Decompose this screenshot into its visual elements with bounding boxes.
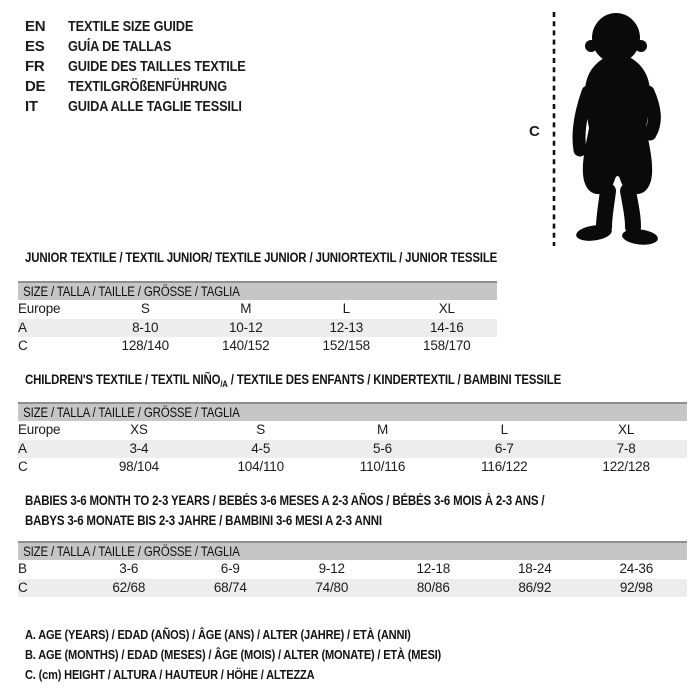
language-row-en: [25, 16, 277, 36]
age-cell: 6-9: [220, 561, 240, 576]
table-row-height-cm: [18, 337, 497, 356]
row-label: A: [18, 319, 95, 338]
age-cell: 6-7: [443, 440, 565, 459]
height-cell: 116/122: [481, 459, 528, 474]
size-header-cell: [18, 542, 687, 560]
language-row-it: [25, 96, 277, 116]
language-title: TEXTILGRÖßENFÜHRUNG: [68, 77, 227, 95]
language-code: DE: [25, 77, 46, 95]
size-cell: M: [240, 301, 252, 316]
height-cell: 122/128: [602, 459, 650, 474]
height-cell: 110/116: [359, 459, 406, 474]
height-cell: 86/92: [484, 579, 586, 598]
legend-footnotes: [25, 625, 515, 685]
height-cell: 128/140: [121, 338, 169, 353]
footnote-age-years: A. AGE (YEARS) / EDAD (AÑOS) / ÂGE (ANS) / ALTER (JAHRE) / ETÀ (ANNI): [25, 627, 411, 642]
language-row-de: [25, 76, 277, 96]
children-table-title: [25, 372, 561, 389]
row-label: B: [18, 561, 27, 576]
height-cell: 158/170: [423, 338, 471, 353]
children-size-table: [18, 402, 687, 477]
junior-table-title: [25, 250, 497, 265]
age-cell: 5-6: [322, 440, 444, 459]
table-row-europe: [18, 421, 687, 440]
age-cell: 12-13: [296, 319, 397, 338]
table-row-age-years: [18, 440, 687, 459]
size-cell: S: [140, 301, 150, 316]
size-header-text: SIZE / TALLA / TAILLE / GRÖSSE / TAGLIA: [23, 284, 240, 299]
height-cell: 140/152: [222, 338, 270, 353]
age-cell: 7-8: [565, 440, 687, 459]
junior-size-table: [18, 281, 497, 356]
height-cell: 152/158: [322, 338, 370, 353]
table-row-age-months: [18, 560, 687, 579]
age-cell: 3-6: [119, 561, 139, 576]
table-row-europe: [18, 300, 497, 319]
size-cell: L: [342, 301, 350, 316]
size-cell: XS: [130, 422, 148, 437]
row-label: Europe: [18, 301, 61, 316]
age-cell: 8-10: [95, 319, 196, 338]
height-cell: 104/110: [237, 459, 284, 474]
language-title: GUIDA ALLE TAGLIE TESSILI: [68, 97, 242, 115]
language-code: ES: [25, 37, 45, 55]
babies-table-title-line1-text: BABIES 3-6 MONTH TO 2-3 YEARS / BEBÉS 3-6 MESES A 2-3 AÑOS / BÉBÉS 3-6 MOIS À 2-3 ANS /: [25, 493, 545, 508]
age-cell: 4-5: [200, 440, 322, 459]
junior-table-title-text: JUNIOR TEXTILE / TEXTIL JUNIOR/ TEXTILE JUNIOR / JUNIORTEXTIL / JUNIOR TESSILE: [25, 250, 498, 265]
age-cell: 18-24: [517, 561, 552, 576]
row-label: C: [18, 338, 28, 353]
row-label: Europe: [18, 422, 61, 437]
children-table-title-post: / TEXTILE DES ENFANTS / KINDERTEXTIL / BAMBINI TESSILE: [227, 372, 562, 387]
babies-size-table: [18, 541, 687, 597]
size-header-cell: [18, 282, 497, 300]
footnote-height-cm: C. (cm) HEIGHT / ALTURA / HAUTEUR / HÖHE / ALTEZZA: [25, 667, 315, 682]
language-code: FR: [25, 57, 45, 75]
age-cell: 24-36: [619, 561, 654, 576]
language-title: TEXTILE SIZE GUIDE: [68, 17, 194, 35]
height-cell: 74/80: [281, 579, 383, 598]
age-cell: 9-12: [318, 561, 345, 576]
row-label: C: [18, 459, 28, 474]
language-row-es: [25, 36, 277, 56]
height-dashed-line: [551, 12, 557, 246]
height-cell: 68/74: [180, 579, 282, 598]
size-cell: XL: [618, 422, 635, 437]
footnote-age-months: B. AGE (MONTHS) / EDAD (MESES) / ÂGE (MOIS) / ALTER (MONATE) / ETÀ (MESI): [25, 647, 442, 662]
babies-table-title-line2: [25, 513, 382, 528]
row-label: A: [18, 440, 78, 459]
row-label: C: [18, 579, 78, 598]
children-table-title-pre: CHILDREN'S TEXTILE / TEXTIL NIÑO: [25, 372, 221, 387]
language-row-fr: [25, 56, 277, 76]
table-row-height-cm: [18, 458, 687, 477]
size-header-cell: [18, 403, 687, 421]
language-title: GUIDE DES TAILLES TEXTILE: [68, 57, 246, 75]
size-header-row: [18, 542, 687, 560]
baby-silhouette-icon: [563, 10, 667, 246]
language-code: IT: [25, 97, 38, 115]
age-cell: 3-4: [78, 440, 200, 459]
size-header-text: SIZE / TALLA / TAILLE / GRÖSSE / TAGLIA: [23, 405, 240, 420]
height-cell: 98/104: [118, 459, 159, 474]
children-table-title-sub: /A: [220, 379, 228, 389]
babies-table-title-line1: [25, 493, 544, 508]
size-header-text: SIZE / TALLA / TAILLE / GRÖSSE / TAGLIA: [23, 544, 240, 559]
size-cell: L: [500, 422, 508, 437]
size-cell: M: [376, 422, 389, 437]
size-header-row: [18, 403, 687, 421]
age-cell: 12-18: [416, 561, 451, 576]
size-cell: XL: [438, 301, 455, 316]
table-row-height-cm: [18, 579, 687, 598]
age-cell: 10-12: [196, 319, 297, 338]
babies-table-title-line2-text: BABYS 3-6 MONATE BIS 2-3 JAHRE / BAMBINI 3-6 MESI A 2-3 ANNI: [25, 513, 382, 528]
language-title: GUÍA DE TALLAS: [68, 37, 172, 55]
height-cell: 92/98: [586, 579, 688, 598]
table-row-age-years: [18, 319, 497, 338]
language-list: [25, 16, 277, 116]
age-cell: 14-16: [397, 319, 498, 338]
size-header-row: [18, 282, 497, 300]
height-measure-label: C: [529, 123, 540, 140]
height-cell: 62/68: [78, 579, 180, 598]
height-cell: 80/86: [383, 579, 485, 598]
size-cell: S: [256, 422, 266, 437]
language-code: EN: [25, 17, 46, 35]
